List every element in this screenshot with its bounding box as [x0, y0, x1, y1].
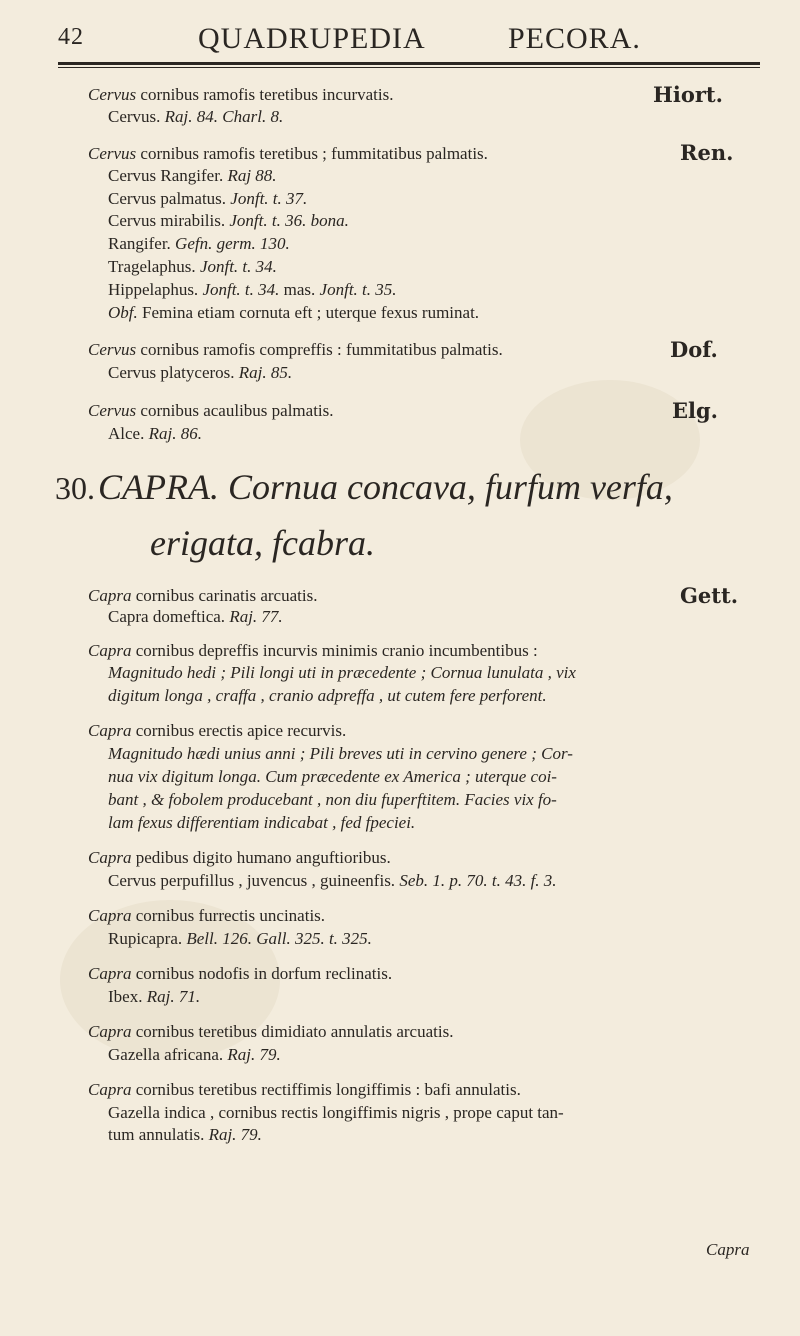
entry-text: Capra — [88, 964, 132, 983]
entry-text: digitum longa , craffa , cranio adpreffa , ut cutem fere perforent. — [108, 686, 547, 705]
entry-line — [108, 928, 372, 950]
entry-line — [108, 106, 283, 128]
entry-text: cornibus furrectis uncinatis. — [131, 906, 326, 925]
entry-text: bant , & fobolem producebant , non diu fuperftitem. Facies vix fo- — [108, 790, 557, 809]
entry-line — [108, 210, 349, 232]
entry-line — [108, 165, 277, 187]
entry-text: Capra — [88, 721, 132, 740]
vernacular-name: Hiort. — [653, 82, 723, 107]
entry-text: Capra — [88, 1080, 132, 1099]
entry-text: Raj 88. — [227, 166, 277, 185]
entry-text: Ibex. — [108, 987, 147, 1006]
entry-text: Alce. — [108, 424, 149, 443]
entry-line — [108, 1102, 564, 1124]
entry-text: cornibus teretibus dimidiato annulatis arcuatis. — [131, 1022, 454, 1041]
header-title-right: PECORA. — [508, 22, 641, 55]
entry-text: cornibus erectis apice recurvis. — [131, 721, 347, 740]
genus-heading-cont: erigata, fcabra. — [150, 523, 375, 563]
entry-text: Raj. 77. — [229, 607, 283, 626]
entry-text: Capra domeftica. — [108, 607, 230, 626]
entry-text: Capra — [88, 641, 132, 660]
entry-line — [108, 233, 290, 255]
entry-text: cornibus acaulibus palmatis. — [136, 401, 334, 420]
genus-heading: CAPRA. Cornua concava, furfum verfa, — [98, 467, 673, 507]
entry-text: Cervus — [88, 340, 137, 359]
entry-text: Hippelaphus. — [108, 280, 203, 299]
entry-text: Obf. — [108, 303, 138, 322]
entry-text: cornibus ramofis teretibus ; fummitatibus palmatis. — [136, 144, 488, 163]
genus-number: 30. — [55, 470, 95, 506]
entry-text: Cervus palmatus. — [108, 189, 231, 208]
entry-text: Tragelaphus. — [108, 257, 200, 276]
entry-text: Jonft. t. 34. — [199, 257, 277, 276]
entry-line — [108, 606, 283, 628]
entry-text: Rangifer. — [108, 234, 176, 253]
entry-text: Cervus — [88, 401, 137, 420]
entry-text: Capra — [88, 586, 132, 605]
entry-line — [88, 640, 538, 662]
vernacular-name: Dof. — [670, 337, 718, 362]
entry-text: Raj. 84. Charl. 8. — [164, 107, 284, 126]
entry-text: Cervus mirabilis. — [108, 211, 230, 230]
entry-text: cornibus depreffis incurvis minimis cranio incumbentibus : — [131, 641, 538, 660]
entry-line — [88, 720, 346, 742]
vernacular-name: Gett. — [680, 583, 739, 608]
entry-text: Cervus perpufillus , juvencus , guineenfis. — [108, 871, 400, 890]
header-title-left: QUADRUPEDIA — [198, 22, 426, 55]
page-number: 42 — [58, 24, 84, 50]
entry-text: Jonft. t. 34. — [202, 280, 280, 299]
entry-line — [108, 766, 557, 788]
entry-text: cornibus ramofis teretibus incurvatis. — [136, 85, 394, 104]
entry-text: Bell. 126. Gall. 325. t. 325. — [186, 929, 372, 948]
entry-line — [108, 812, 415, 834]
entry-line — [108, 662, 576, 684]
entry-line — [88, 905, 325, 927]
running-header — [58, 22, 760, 66]
entry-text: cornibus carinatis arcuatis. — [131, 586, 318, 605]
entry-text: Cervus — [88, 85, 137, 104]
entry-line — [88, 339, 503, 361]
entry-text: Rupicapra. — [108, 929, 187, 948]
entry-text: Magnitudo hedi ; Pili longi uti in præcedente ; Cornua lunulata , vix — [108, 663, 576, 682]
entry-text: cornibus ramofis compreffis : fummitatibus palmatis. — [136, 340, 503, 359]
entry-text: nua vix digitum longa. Cum præcedente ex America ; uterque coi- — [108, 767, 557, 786]
entry-text: Gefn. germ. 130. — [175, 234, 290, 253]
entry-text: Capra — [88, 1022, 132, 1041]
catchword: Capra — [706, 1240, 750, 1259]
entry-line — [88, 84, 393, 106]
entry-text: Cervus. — [108, 107, 165, 126]
entry-line — [108, 279, 397, 301]
entry-text: lam fexus differentiam indicabat , fed fpeciei. — [108, 813, 416, 832]
entry-line — [108, 423, 202, 445]
entry-line — [88, 963, 392, 985]
entry-text: Seb. 1. p. 70. t. 43. f. 3. — [399, 871, 557, 890]
entry-line — [108, 1124, 262, 1146]
entry-text: Raj. 86. — [148, 424, 202, 443]
entry-text: Gazella indica , cornibus rectis longiffimis nigris , prope caput tan- — [108, 1103, 564, 1122]
entry-line — [88, 585, 317, 607]
header-rule — [58, 62, 760, 65]
entry-line — [108, 256, 277, 278]
entry-text: Gazella africana. — [108, 1045, 228, 1064]
vernacular-name: Ren. — [680, 140, 734, 165]
entry-text: Magnitudo hædi unius anni ; Pili breves uti in cervino genere ; Cor- — [108, 744, 573, 763]
entry-text: Femina etiam cornuta eft ; uterque fexus ruminat. — [137, 303, 480, 322]
entry-text: Jonft. t. 37. — [230, 189, 308, 208]
entry-text: cornibus nodofis in dorfum reclinatis. — [131, 964, 393, 983]
entry-line — [108, 685, 547, 707]
vernacular-name: Elg. — [672, 398, 718, 423]
entry-text: Raj. 79. — [208, 1125, 262, 1144]
entry-text: Cervus Rangifer. — [108, 166, 228, 185]
entry-line — [108, 302, 479, 324]
entry-text: Raj. 85. — [238, 363, 293, 382]
entry-line — [88, 1079, 521, 1101]
entry-line — [88, 143, 488, 165]
entry-text: Capra — [88, 906, 132, 925]
entry-line — [88, 847, 391, 869]
entry-line — [88, 1021, 453, 1043]
entry-text: pedibus digito humano anguftioribus. — [131, 848, 391, 867]
entry-line — [108, 362, 292, 384]
entry-text: cornibus teretibus rectiffimis longiffimis : bafi annulatis. — [131, 1080, 521, 1099]
entry-line — [88, 400, 334, 422]
entry-line — [108, 986, 200, 1008]
header-rule-thin — [58, 67, 760, 68]
entry-text: Raj. 71. — [146, 987, 201, 1006]
entry-text: Jonft. t. 36. bona. — [229, 211, 349, 230]
entry-line — [108, 743, 573, 765]
entry-text: Jonft. t. 35. — [319, 280, 397, 299]
entry-text: mas. — [279, 280, 320, 299]
entry-line — [108, 789, 557, 811]
entry-text: Cervus — [88, 144, 137, 163]
entry-text: Capra — [88, 848, 132, 867]
entry-text: Cervus platyceros. — [108, 363, 239, 382]
entry-text: tum annulatis. — [108, 1125, 209, 1144]
entry-line — [108, 870, 557, 892]
entry-line — [108, 188, 307, 210]
entry-text: Raj. 79. — [227, 1045, 281, 1064]
entry-line — [108, 1044, 281, 1066]
